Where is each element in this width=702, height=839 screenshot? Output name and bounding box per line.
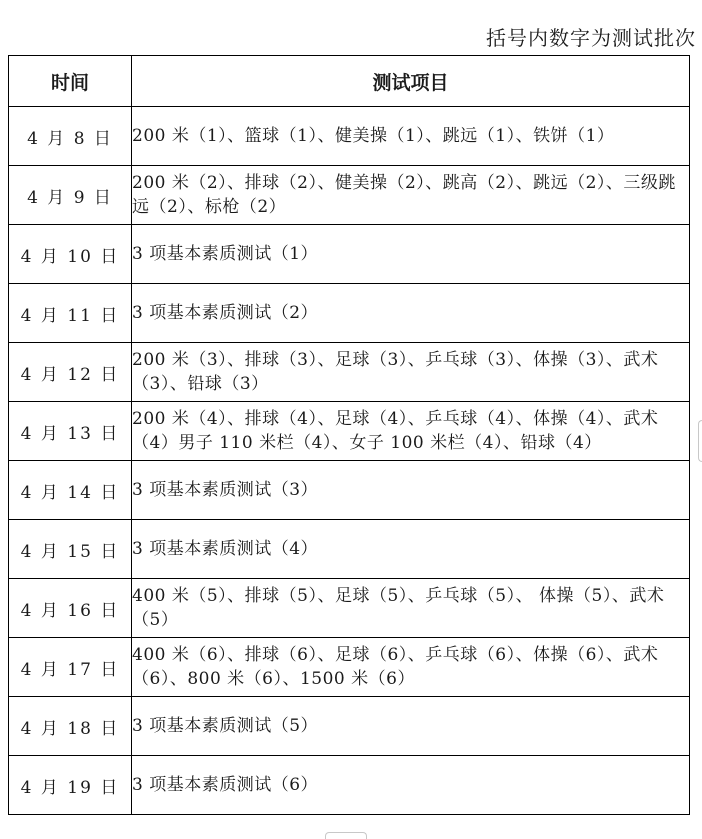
- row-date: 4 月 10 日: [9, 225, 132, 284]
- bottom-edge-handle[interactable]: [325, 832, 367, 839]
- row-date: 4 月 9 日: [9, 166, 132, 225]
- row-items: 3 项基本素质测试（5）: [132, 697, 690, 756]
- row-items: 200 米（3）、排球（3）、足球（3）、乒乓球（3）、体操（3）、武术（3）、铅球（3）: [132, 343, 690, 402]
- row-items: 3 项基本素质测试（2）: [132, 284, 690, 343]
- batch-note: 括号内数字为测试批次: [486, 26, 696, 50]
- row-date: 4 月 16 日: [9, 579, 132, 638]
- row-date: 4 月 19 日: [9, 756, 132, 815]
- table-row: [9, 520, 690, 579]
- table-row: [9, 225, 690, 284]
- row-items: 3 项基本素质测试（3）: [132, 461, 690, 520]
- row-date: 4 月 11 日: [9, 284, 132, 343]
- row-items: 400 米（6）、排球（6）、足球（6）、乒乓球（6）、体操（6）、武术（6）、800 米（6）、1500 米（6）: [132, 638, 690, 697]
- row-items: 3 项基本素质测试（4）: [132, 520, 690, 579]
- row-items: 200 米（2）、排球（2）、健美操（2）、跳高（2）、跳远（2）、三级跳远（2）、标枪（2）: [132, 166, 690, 225]
- table-row: [9, 697, 690, 756]
- header-test-items: 测试项目: [132, 56, 690, 107]
- row-date: 4 月 13 日: [9, 402, 132, 461]
- row-date: 4 月 17 日: [9, 638, 132, 697]
- table-header-row: [9, 56, 690, 107]
- row-date: 4 月 12 日: [9, 343, 132, 402]
- row-date: 4 月 15 日: [9, 520, 132, 579]
- header-time: 时间: [9, 56, 132, 107]
- row-items: 200 米（4）、排球（4）、足球（4）、乒乓球（4）、体操（4）、武术（4）男子 110 米栏（4）、女子 100 米栏（4）、铅球（4）: [132, 402, 690, 461]
- table-row: [9, 166, 690, 225]
- row-items: 3 项基本素质测试（1）: [132, 225, 690, 284]
- row-items: 3 项基本素质测试（6）: [132, 756, 690, 815]
- row-items: 200 米（1）、篮球（1）、健美操（1）、跳远（1）、铁饼（1）: [132, 107, 690, 166]
- test-schedule-table: [8, 55, 690, 815]
- table-row: [9, 579, 690, 638]
- table-row: [9, 107, 690, 166]
- table-row: [9, 402, 690, 461]
- table-row: [9, 638, 690, 697]
- scroll-edge-handle[interactable]: [698, 420, 702, 462]
- table-row: [9, 756, 690, 815]
- row-date: 4 月 18 日: [9, 697, 132, 756]
- row-date: 4 月 8 日: [9, 107, 132, 166]
- row-items: 400 米（5）、排球（5）、足球（5）、乒乓球（5）、 体操（5）、武术（5）: [132, 579, 690, 638]
- table-row: [9, 461, 690, 520]
- row-date: 4 月 14 日: [9, 461, 132, 520]
- table-row: [9, 343, 690, 402]
- table-row: [9, 284, 690, 343]
